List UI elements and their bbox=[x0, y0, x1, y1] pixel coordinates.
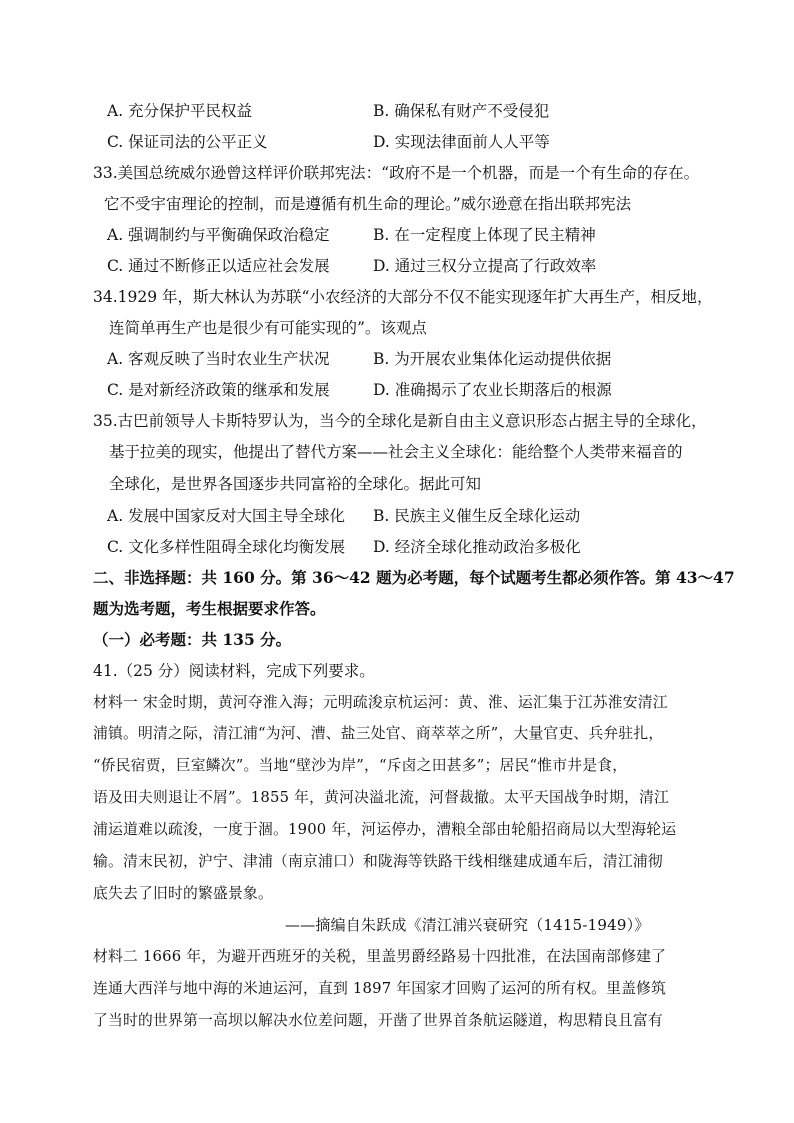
q33-option-d: D. 通过三权分立提高了行政效率 bbox=[373, 257, 597, 275]
q33-stem-line-2: 它不受宇宙理论的控制，而是遵循有机生命的理论。”威尔逊意在指出联邦宪法 bbox=[104, 195, 632, 213]
material-1-line-6: 输。清末民初，沪宁、津浦（南京浦口）和陇海等铁路干线相继建成通车后，清江浦彻 bbox=[93, 853, 663, 870]
q35-option-b: B. 民族主义催生反全球化运动 bbox=[373, 507, 581, 525]
q33-stem-line-1: 33.美国总统威尔逊曾这样评价联邦宪法：“政府不是一个机器，而是一个有生命的存在。 bbox=[93, 164, 700, 182]
q33-option-b: B. 在一定程度上体现了民主精神 bbox=[373, 226, 596, 244]
material-1-line-1: 材料一 宋金时期，黄河夺淮入海；元明疏浚京杭运河：黄、淮、运汇集于江苏淮安清江 bbox=[93, 694, 668, 711]
q35-option-a: A. 发展中国家反对大国主导全球化 bbox=[107, 507, 346, 525]
material-2-line-3: 了当时的世界第一高坝以解决水位差问题，开凿了世界首条航运隧道，构思精良且富有 bbox=[93, 1012, 663, 1029]
q34-option-c: C. 是对新经济政策的继承和发展 bbox=[107, 381, 330, 399]
q34-option-d: D. 准确揭示了农业长期落后的根源 bbox=[373, 381, 612, 399]
material-1-line-4: 语及田夫则退让不屑”。1855 年，黄河决溢北流，河督裁撤。太平天国战争时期，清江 bbox=[93, 789, 670, 806]
section-2-heading-line-1: 二、非选择题：共 160 分。第 36～42 题为必考题，每个试题考生都必须作答。第 43～47 bbox=[93, 568, 735, 587]
q33-option-c: C. 通过不断修正以适应社会发展 bbox=[107, 257, 330, 275]
q35-stem-line-3: 全球化，是世界各国逐步共同富裕的全球化。据此可知 bbox=[109, 475, 482, 493]
q35-option-c: C. 文化多样性阻碍全球化均衡发展 bbox=[107, 538, 346, 556]
material-1-line-5: 浦运道难以疏浚，一度于涸。1900 年，河运停办，漕粮全部由轮船招商局以大型海轮运 bbox=[93, 821, 677, 838]
material-2-line-1: 材料二 1666 年，为避开西班牙的关税，里盖男爵经路易十四批准，在法国南部修建了 bbox=[93, 948, 667, 965]
section-2-heading-line-2: 题为选考题，考生根据要求作答。 bbox=[93, 599, 326, 618]
q35-option-d: D. 经济全球化推动政治多极化 bbox=[373, 538, 581, 556]
material-2-line-2: 连通大西洋与地中海的米迪运河，直到 1897 年国家才回购了运河的所有权。里盖修筑 bbox=[93, 980, 667, 997]
required-questions-heading: （一）必考题：共 135 分。 bbox=[93, 630, 292, 649]
q41-header: 41.（25 分）阅读材料，完成下列要求。 bbox=[93, 662, 375, 680]
material-1-source: ——摘编自朱跃成《清江浦兴衰研究（1415-1949）》 bbox=[285, 916, 650, 934]
material-1-line-7: 底失去了旧时的繁盛景象。 bbox=[93, 885, 273, 902]
q34-stem-line-1: 34.1929 年，斯大林认为苏联“小农经济的大部分不仅不能实现逐年扩大再生产，相反地， bbox=[93, 288, 713, 306]
q34-option-b: B. 为开展农业集体化运动提供依据 bbox=[373, 350, 612, 368]
q32-option-a: A. 充分保护平民权益 bbox=[107, 102, 253, 120]
q32-option-b: B. 确保私有财产不受侵犯 bbox=[373, 102, 550, 120]
q35-stem-line-1: 35.古巴前领导人卡斯特罗认为，当今的全球化是新自由主义意识形态占据主导的全球化， bbox=[93, 412, 707, 430]
q34-stem-line-2: 连简单再生产也是很少有可能实现的”。该观点 bbox=[109, 319, 427, 337]
q32-option-c: C. 保证司法的公平正义 bbox=[107, 133, 268, 151]
q34-option-a: A. 客观反映了当时农业生产状况 bbox=[107, 350, 330, 368]
q35-stem-line-2: 基于拉美的现实，他提出了替代方案——社会主义全球化：能给整个人类带来福音的 bbox=[109, 443, 683, 461]
material-1-line-2: 浦镇。明清之际，清江浦“为河、漕、盐三处官、商萃萃之所”，大量官吏、兵弁驻扎， bbox=[93, 725, 664, 742]
material-1-line-3: “侨民宿贾，巨室鳞次”。当地“壁沙为岸”，“斥卤之田甚多”；居民“惟市井是食， bbox=[93, 757, 628, 774]
q32-option-d: D. 实现法律面前人人平等 bbox=[373, 133, 550, 151]
q33-option-a: A. 强调制约与平衡确保政治稳定 bbox=[107, 226, 330, 244]
